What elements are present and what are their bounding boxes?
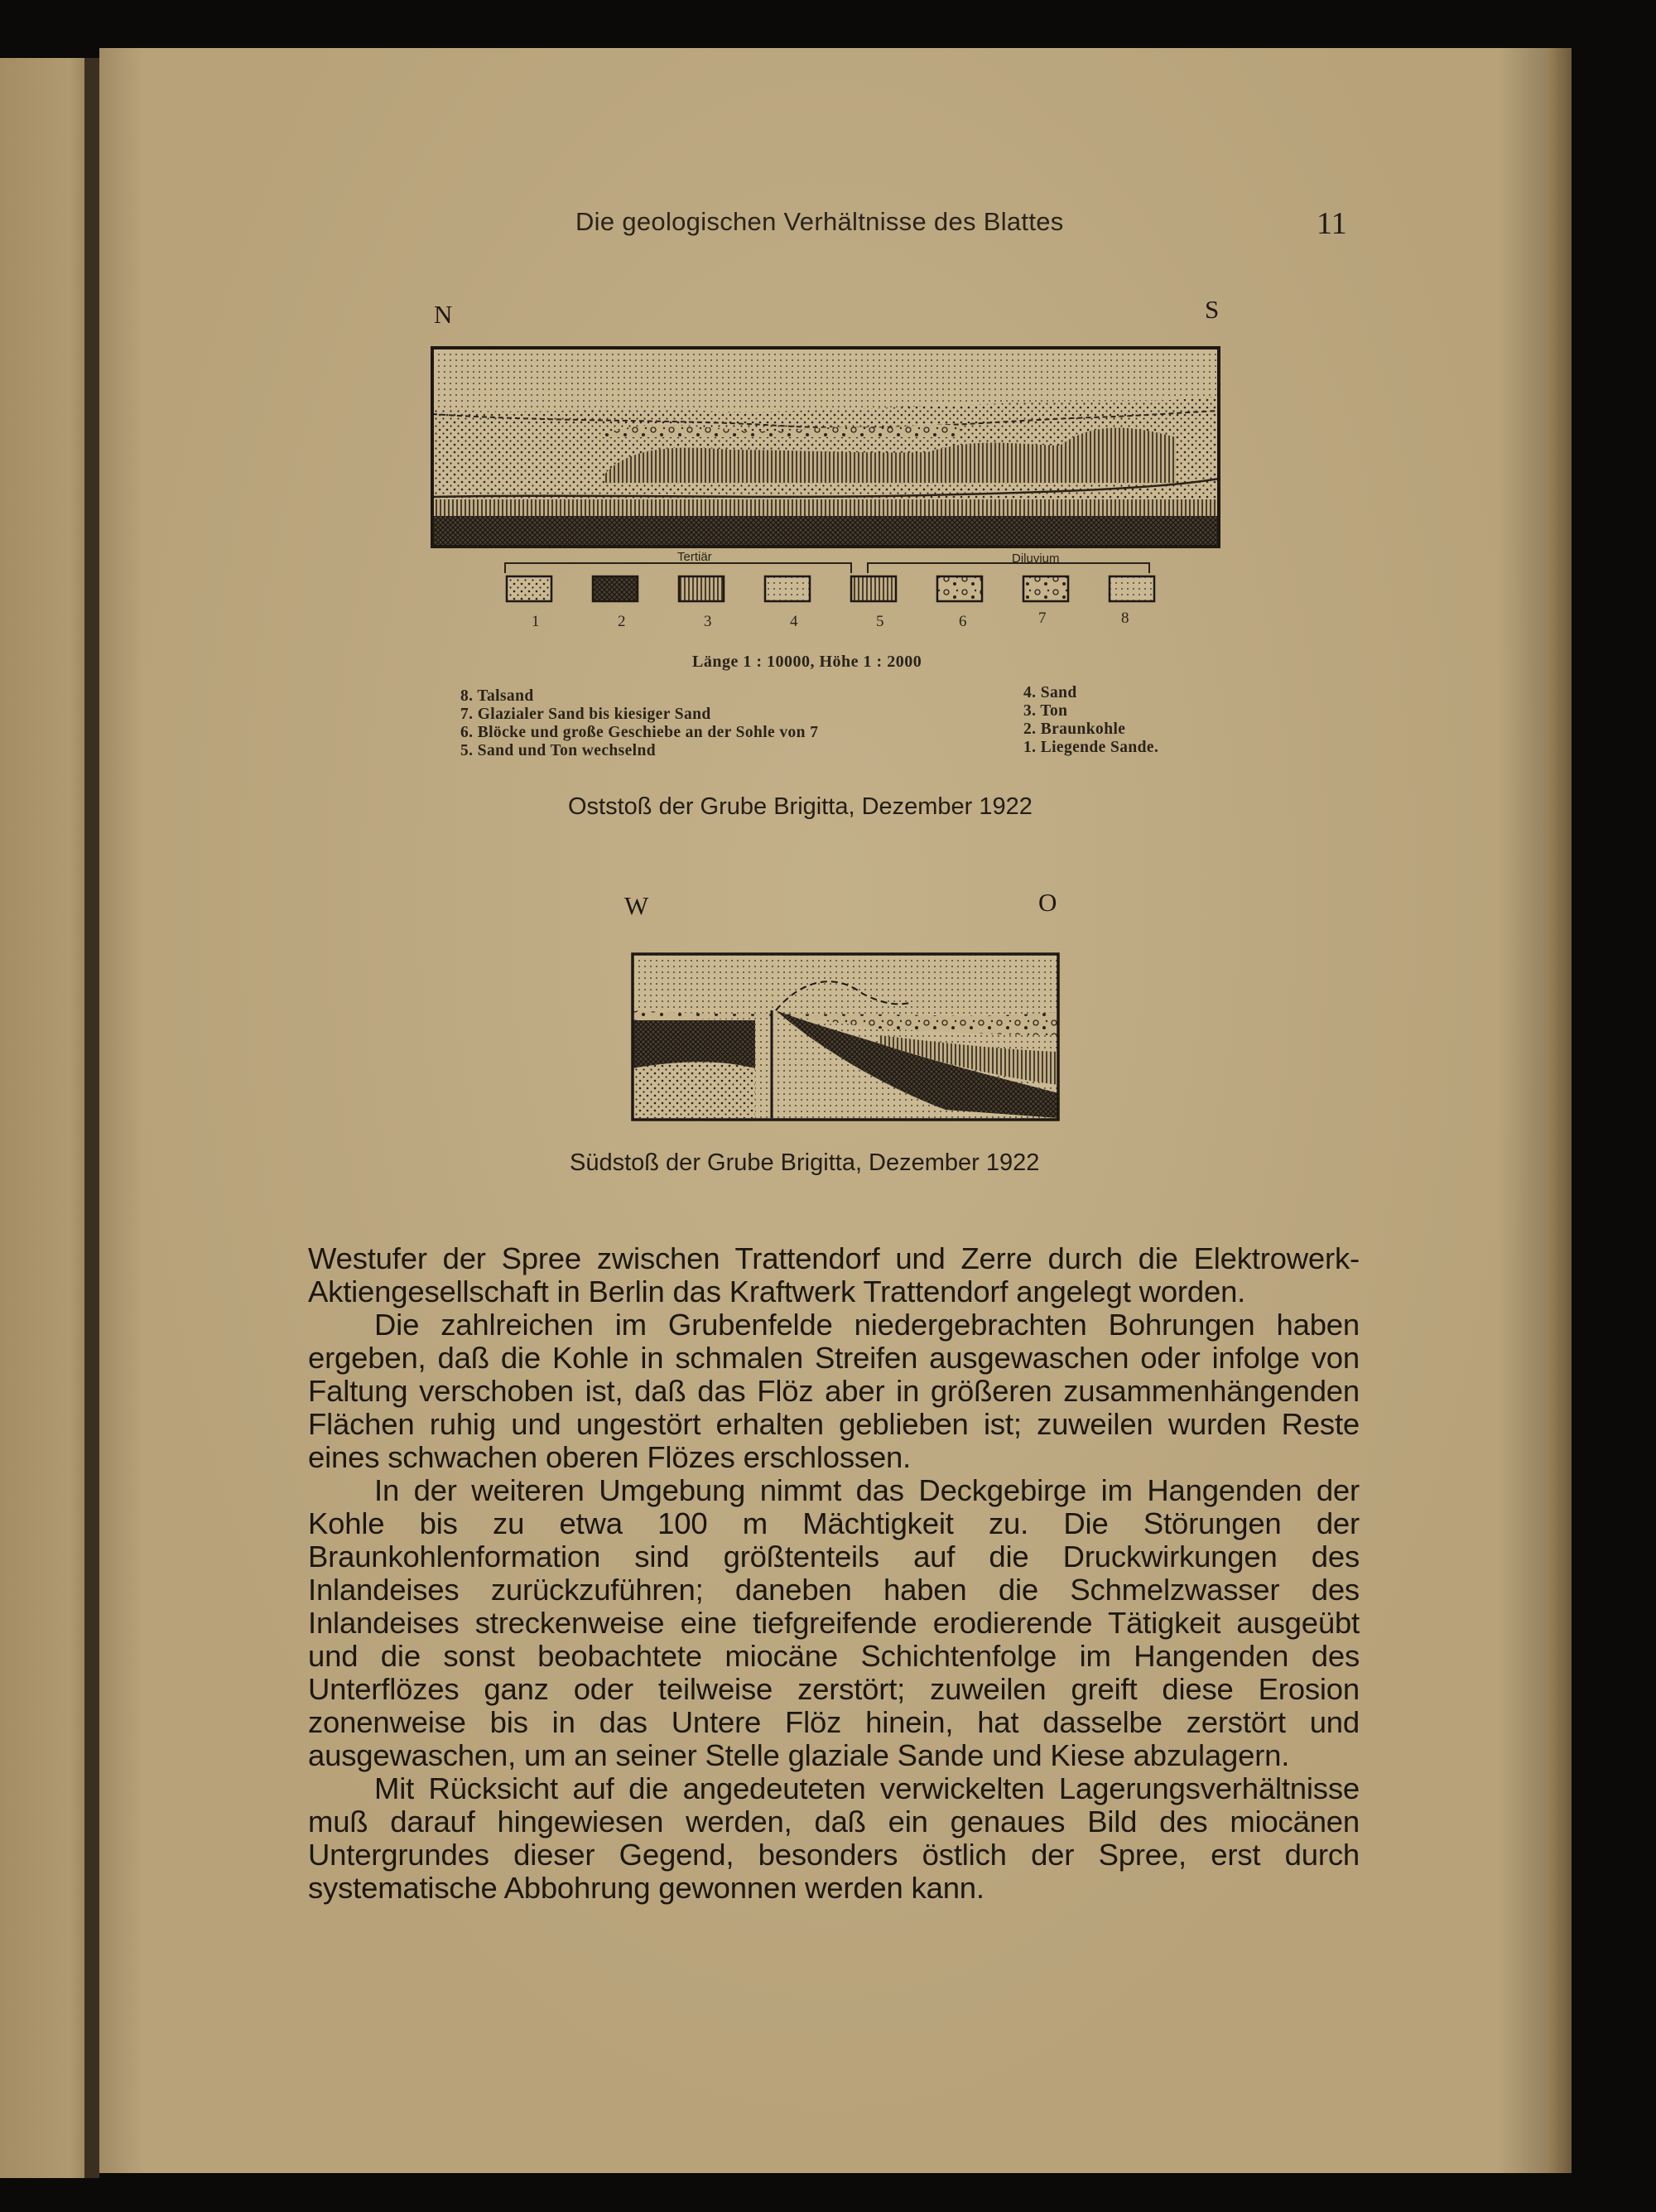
figure1-scale: Länge 1 : 10000, Höhe 1 : 2000: [692, 653, 922, 671]
page-header: [0, 207, 1656, 248]
figure1-caption: Oststoß der Grube Brigitta, Dezember 1922: [568, 793, 1033, 820]
figure2-direction-east: O: [1038, 888, 1057, 917]
legend-entry: 2. Braunkohle: [1023, 720, 1126, 738]
paragraph: In der weiteren Umgebung nimmt das Deckgebirge im Hangenden der Kohle bis zu etwa 100 m Mächtigkeit zu. Die Störungen der Braunkohlenformation sind größtenteils auf die Druckwirkungen des Inlandeises zurückzuführen; daneben haben die Schmelzwasser des Inlandeises streckenweise eine tiefgreifende erodierende Tätigkeit ausgeübt und die sonst beobachtete miocäne Schichtenfolge im Hangenden des Unterflözes ganz oder teilweise zerstört; zuweilen greift diese Erosion zonenweise bis in das Untere Flöz hinein, hat dasselbe zerstört und ausgewaschen, um an seiner Stelle glaziale Sande und Kiese abzulagern.: [308, 1473, 1360, 1772]
figure2-caption: Südstoß der Grube Brigitta, Dezember 1922: [570, 1149, 1040, 1176]
figure1-legend-right: [1023, 684, 1158, 757]
figure1-cross-section: [431, 346, 1220, 549]
legend-number: 2: [618, 613, 626, 630]
legend-number: 7: [1038, 610, 1047, 627]
legend-group-tertiary: Tertiär: [677, 550, 712, 564]
running-title: Die geologischen Verhältnisse des Blattes: [575, 207, 1064, 236]
paragraph: Westufer der Spree zwischen Trattendorf und Zerre durch die Elektrowerk-Aktiengesellschaft in Berlin das Kraftwerk Trattendorf angelegt worden.: [308, 1241, 1360, 1308]
figure2-cross-section: [631, 952, 1061, 1123]
legend-entry: 5. Sand und Ton wechselnd: [460, 742, 656, 759]
paragraph: Mit Rücksicht auf die angedeuteten verwickelten Lagerungsverhältnisse muß darauf hingewiesen werden, daß ein genaues Bild des miocänen Untergrundes dieser Gegend, besonders östlich der Spree, erst durch systematische Abbohrung gewonnen werden kann.: [308, 1771, 1360, 1905]
legend-entry: 4. Sand: [1023, 684, 1077, 701]
legend-number: 1: [532, 613, 540, 630]
legend-entry: 1. Liegende Sande.: [1023, 739, 1159, 756]
legend-entry: 7. Glazialer Sand bis kiesiger Sand: [460, 706, 711, 723]
figure2-direction-west: W: [624, 891, 649, 920]
body-text: [308, 1242, 1360, 1905]
legend-entry: 8. Talsand: [460, 687, 534, 705]
legend-group-diluvium: Diluvium: [1012, 552, 1060, 566]
legend-number: 5: [876, 613, 884, 630]
book-gutter: [84, 58, 99, 2178]
legend-number: 8: [1121, 610, 1129, 627]
legend-entry: 3. Ton: [1023, 702, 1068, 720]
figure1-direction-south: S: [1205, 295, 1220, 324]
legend-entry: 6. Blöcke und große Geschiebe an der Sohle von 7: [460, 724, 819, 741]
page-right-edge: [1547, 48, 1572, 2173]
figure1-direction-north: N: [434, 300, 453, 329]
legend-number: 4: [790, 613, 798, 630]
page-number: 11: [1317, 206, 1347, 241]
figure1-legend-left: [460, 687, 818, 760]
legend-number: 3: [704, 613, 712, 630]
legend-number: 6: [959, 613, 967, 630]
figure1-legend-swatches: [505, 575, 1159, 605]
paragraph: Die zahlreichen im Grubenfelde niedergebrachten Bohrungen haben ergeben, daß die Kohle in schmalen Streifen ausgewaschen oder infolge von Faltung verschoben ist, daß das Flöz aber in größeren zusammenhängenden Flächen ruhig und ungestört erhalten geblieben ist; zuweilen wurden Reste eines schwachen oberen Flözes erschlossen.: [308, 1308, 1360, 1474]
